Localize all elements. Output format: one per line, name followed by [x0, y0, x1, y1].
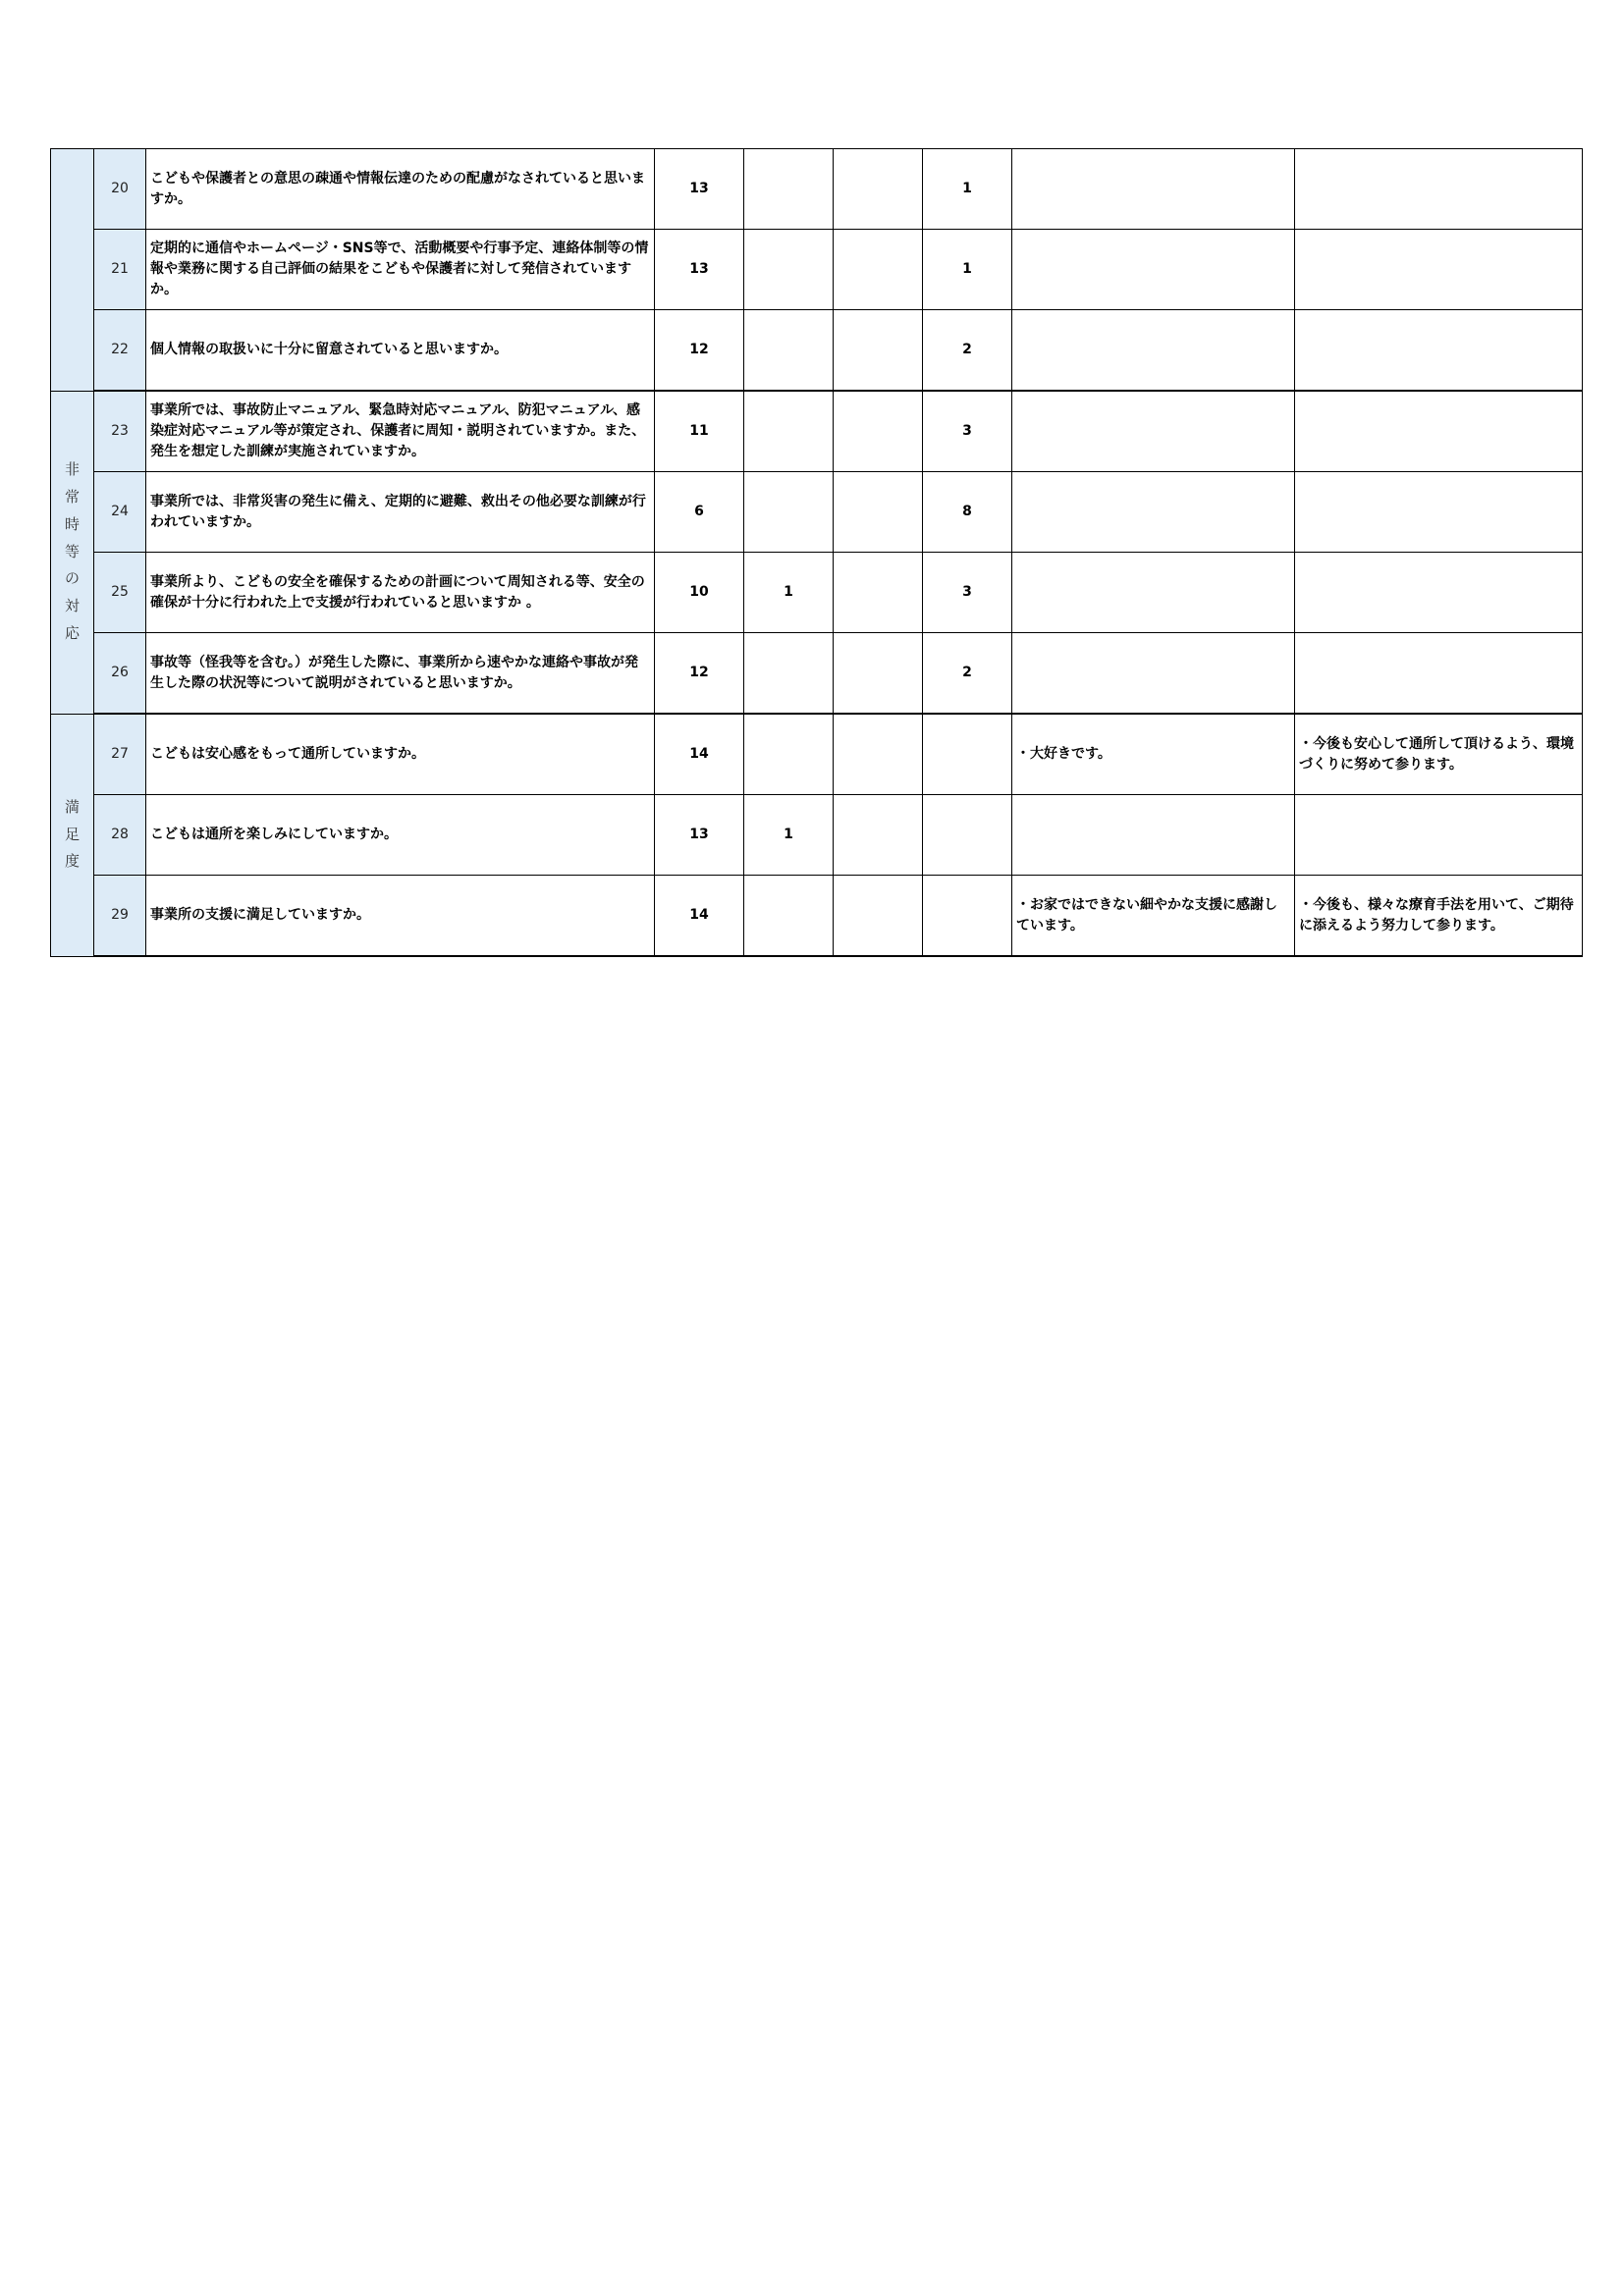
parent-comment — [1012, 310, 1295, 392]
question-text: 個人情報の取扱いに十分に留意されていると思いますか。 — [146, 310, 655, 392]
question-text: 事業所では、事故防止マニュアル、緊急時対応マニュアル、防犯マニュアル、感染症対応マニュアル等が策定され、保護者に周知・説明されていますか。また、発生を想定した訓練が実施されていますか。 — [146, 391, 655, 472]
count-no — [834, 472, 923, 553]
question-text: 事業所より、こどもの安全を確保するための計画について周知される等、安全の確保が十分に行われた上で支援が行われていると思いますか 。 — [146, 553, 655, 633]
table-row — [51, 553, 1583, 633]
question-number: 27 — [94, 714, 146, 795]
parent-comment: ・お家ではできない細やかな支援に感謝しています。 — [1012, 876, 1295, 957]
parent-comment: ・大好きです。 — [1012, 714, 1295, 795]
facility-response: ・今後も安心して通所して頂けるよう、環境づくりに努めて参ります。 — [1295, 714, 1583, 795]
table-row — [51, 633, 1583, 715]
category-cell-previous — [51, 149, 94, 392]
question-number: 25 — [94, 553, 146, 633]
question-text: こどもは安心感をもって通所していますか。 — [146, 714, 655, 795]
count-neutral — [744, 310, 834, 392]
count-no — [834, 633, 923, 715]
category-char: 応 — [64, 623, 80, 642]
question-number: 23 — [94, 391, 146, 472]
table-row — [51, 310, 1583, 392]
category-char: 常 — [64, 488, 80, 507]
count-unknown: 8 — [923, 472, 1012, 553]
category-char: の — [64, 569, 80, 588]
table-row — [51, 149, 1583, 230]
table-row — [51, 472, 1583, 553]
count-neutral — [744, 230, 834, 310]
question-text: 事故等（怪我等を含む。）が発生した際に、事業所から速やかな連絡や事故が発生した際の状況等について説明がされていると思いますか。 — [146, 633, 655, 715]
table-row — [51, 876, 1583, 957]
parent-comment — [1012, 391, 1295, 472]
parent-comment — [1012, 795, 1295, 876]
category-char: 足 — [64, 825, 80, 843]
count-neutral — [744, 714, 834, 795]
question-text: 定期的に通信やホームページ・SNS等で、活動概要や行事予定、連絡体制等の情報や業務に関する自己評価の結果をこどもや保護者に対して発信されていますか。 — [146, 230, 655, 310]
question-number: 24 — [94, 472, 146, 553]
count-yes: 12 — [655, 310, 744, 392]
facility-response — [1295, 633, 1583, 715]
count-no — [834, 795, 923, 876]
category-char: 等 — [64, 542, 80, 561]
count-unknown: 2 — [923, 310, 1012, 392]
parent-comment — [1012, 230, 1295, 310]
count-yes: 13 — [655, 795, 744, 876]
table-row — [51, 230, 1583, 310]
question-number: 29 — [94, 876, 146, 957]
count-no — [834, 149, 923, 230]
count-neutral: 1 — [744, 795, 834, 876]
count-unknown: 1 — [923, 230, 1012, 310]
question-number: 20 — [94, 149, 146, 230]
count-yes: 12 — [655, 633, 744, 715]
category-char: 満 — [64, 797, 80, 816]
facility-response — [1295, 795, 1583, 876]
count-unknown — [923, 876, 1012, 957]
facility-response — [1295, 553, 1583, 633]
count-unknown: 1 — [923, 149, 1012, 230]
category-cell-satisfaction — [51, 714, 94, 956]
table-row — [51, 714, 1583, 795]
count-yes: 13 — [655, 149, 744, 230]
count-neutral: 1 — [744, 553, 834, 633]
facility-response — [1295, 310, 1583, 392]
count-unknown: 2 — [923, 633, 1012, 715]
question-text: 事業所の支援に満足していますか。 — [146, 876, 655, 957]
facility-response — [1295, 230, 1583, 310]
parent-comment — [1012, 472, 1295, 553]
question-number: 22 — [94, 310, 146, 392]
count-neutral — [744, 149, 834, 230]
count-yes: 13 — [655, 230, 744, 310]
question-number: 28 — [94, 795, 146, 876]
count-no — [834, 230, 923, 310]
count-neutral — [744, 391, 834, 472]
question-text: 事業所では、非常災害の発生に備え、定期的に避難、救出その他必要な訓練が行われていますか。 — [146, 472, 655, 553]
count-neutral — [744, 633, 834, 715]
question-number: 21 — [94, 230, 146, 310]
count-no — [834, 714, 923, 795]
count-unknown — [923, 714, 1012, 795]
question-number: 26 — [94, 633, 146, 715]
count-yes: 11 — [655, 391, 744, 472]
facility-response — [1295, 472, 1583, 553]
facility-response — [1295, 149, 1583, 230]
count-no — [834, 553, 923, 633]
question-text: こどもは通所を楽しみにしていますか。 — [146, 795, 655, 876]
survey-table — [50, 148, 1583, 957]
table-row — [51, 391, 1583, 472]
count-unknown — [923, 795, 1012, 876]
facility-response — [1295, 391, 1583, 472]
facility-response: ・今後も、様々な療育手法を用いて、ご期待に添えるよう努力して参ります。 — [1295, 876, 1583, 957]
table-row — [51, 795, 1583, 876]
category-char: 時 — [64, 514, 80, 533]
parent-comment — [1012, 633, 1295, 715]
category-char: 度 — [64, 852, 80, 871]
category-char: 非 — [64, 460, 80, 479]
count-no — [834, 876, 923, 957]
count-no — [834, 310, 923, 392]
count-neutral — [744, 472, 834, 553]
count-unknown: 3 — [923, 391, 1012, 472]
count-no — [834, 391, 923, 472]
category-cell-emergency — [51, 391, 94, 714]
count-yes: 14 — [655, 714, 744, 795]
category-char: 対 — [64, 597, 80, 615]
count-unknown: 3 — [923, 553, 1012, 633]
question-text: こどもや保護者との意思の疎通や情報伝達のための配慮がなされていると思いますか。 — [146, 149, 655, 230]
count-yes: 14 — [655, 876, 744, 957]
parent-comment — [1012, 149, 1295, 230]
count-yes: 6 — [655, 472, 744, 553]
parent-comment — [1012, 553, 1295, 633]
count-neutral — [744, 876, 834, 957]
count-yes: 10 — [655, 553, 744, 633]
